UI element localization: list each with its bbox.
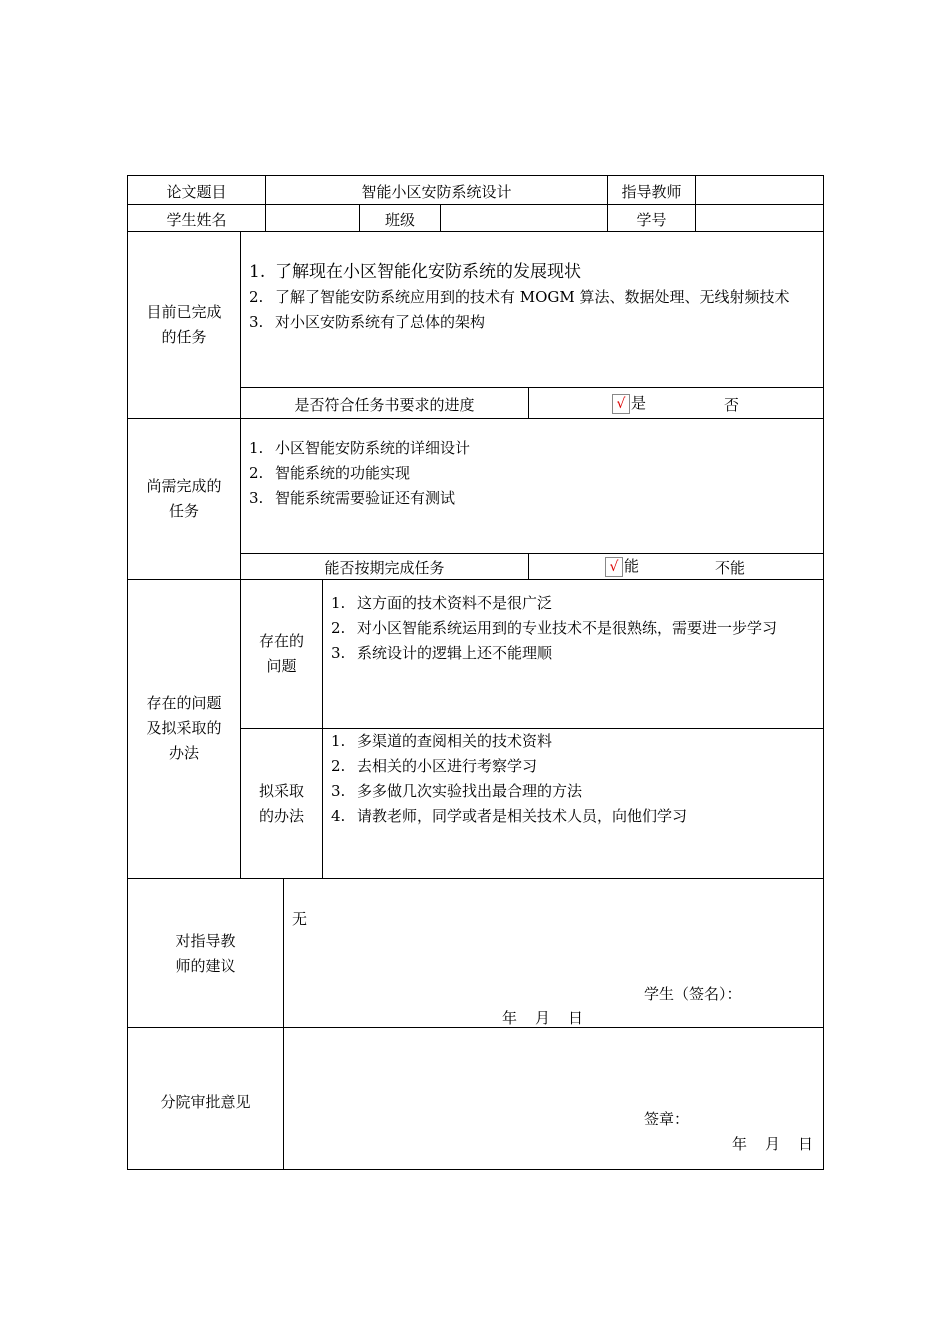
class-label: 班级 bbox=[384, 211, 415, 229]
list-item: 2. 了解了智能安防系统应用到的技术有 MOGM 算法、数据处理、无线射频技术 bbox=[249, 288, 790, 306]
list-item: 3. 对小区安防系统有了总体的架构 bbox=[249, 313, 486, 331]
suggestions-date: 年 月 日 bbox=[502, 1009, 584, 1027]
approval-date: 年 月 日 bbox=[732, 1135, 814, 1153]
progress-question: 是否符合任务书要求的进度 bbox=[294, 396, 475, 414]
issues-list bbox=[331, 591, 818, 666]
student-id-label: 学号 bbox=[636, 211, 667, 229]
thesis-title-label: 论文题目 bbox=[166, 183, 227, 201]
list-item: 3. 智能系统需要验证还有测试 bbox=[249, 489, 456, 507]
list-item: 1. 小区智能安防系统的详细设计 bbox=[249, 439, 471, 457]
list-item: 1. 了解现在小区智能化安防系统的发展现状 bbox=[249, 262, 581, 282]
ontime-yes-option[interactable]: √ 能 bbox=[605, 555, 639, 577]
check-mark-icon[interactable]: √ bbox=[605, 557, 623, 577]
ontime-no-option[interactable]: 不能 bbox=[715, 559, 746, 577]
advisor-label: 指导教师 bbox=[621, 183, 682, 201]
completed-tasks-list bbox=[249, 260, 819, 335]
suggestions-content[interactable]: 无 bbox=[292, 910, 308, 928]
student-signature-label: 学生（签名）： bbox=[644, 985, 742, 1003]
thesis-title-value[interactable]: 智能小区安防系统设计 bbox=[361, 183, 512, 201]
issues-label: 存在的 问题 bbox=[258, 632, 304, 675]
list-item: 4. 请教老师，同学或者是相关技术人员，向他们学习 bbox=[331, 807, 688, 825]
list-item: 2. 对小区智能系统运用到的专业技术不是很熟练，需要进一步学习 bbox=[331, 619, 778, 637]
progress-no-option[interactable]: 否 bbox=[724, 396, 740, 414]
student-name-label: 学生姓名 bbox=[166, 211, 227, 229]
suggestions-label: 对指导教 师的建议 bbox=[175, 932, 236, 975]
completed-tasks-label: 目前已完成 的任务 bbox=[146, 303, 222, 346]
list-item: 2. 智能系统的功能实现 bbox=[249, 464, 411, 482]
remaining-tasks-label: 尚需完成的 任务 bbox=[146, 477, 222, 520]
seal-label: 签章： bbox=[644, 1110, 690, 1128]
list-item: 3. 系统设计的逻辑上还不能理顺 bbox=[331, 644, 553, 662]
list-item: 3. 多多做几次实验找出最合理的方法 bbox=[331, 782, 583, 800]
remaining-tasks-list bbox=[249, 436, 819, 511]
problems-label: 存在的问题 及拟采取的 办法 bbox=[146, 694, 222, 762]
progress-yes-option[interactable]: √ 是 bbox=[612, 392, 646, 414]
methods-label: 拟采取 的办法 bbox=[258, 782, 304, 825]
methods-list bbox=[331, 729, 818, 829]
ontime-question: 能否按期完成任务 bbox=[324, 559, 445, 577]
list-item: 1. 这方面的技术资料不是很广泛 bbox=[331, 594, 553, 612]
check-mark-icon[interactable]: √ bbox=[612, 394, 630, 414]
list-item: 1. 多渠道的查阅相关的技术资料 bbox=[331, 732, 553, 750]
list-item: 2. 去相关的小区进行考察学习 bbox=[331, 757, 538, 775]
approval-label: 分院审批意见 bbox=[160, 1093, 251, 1111]
